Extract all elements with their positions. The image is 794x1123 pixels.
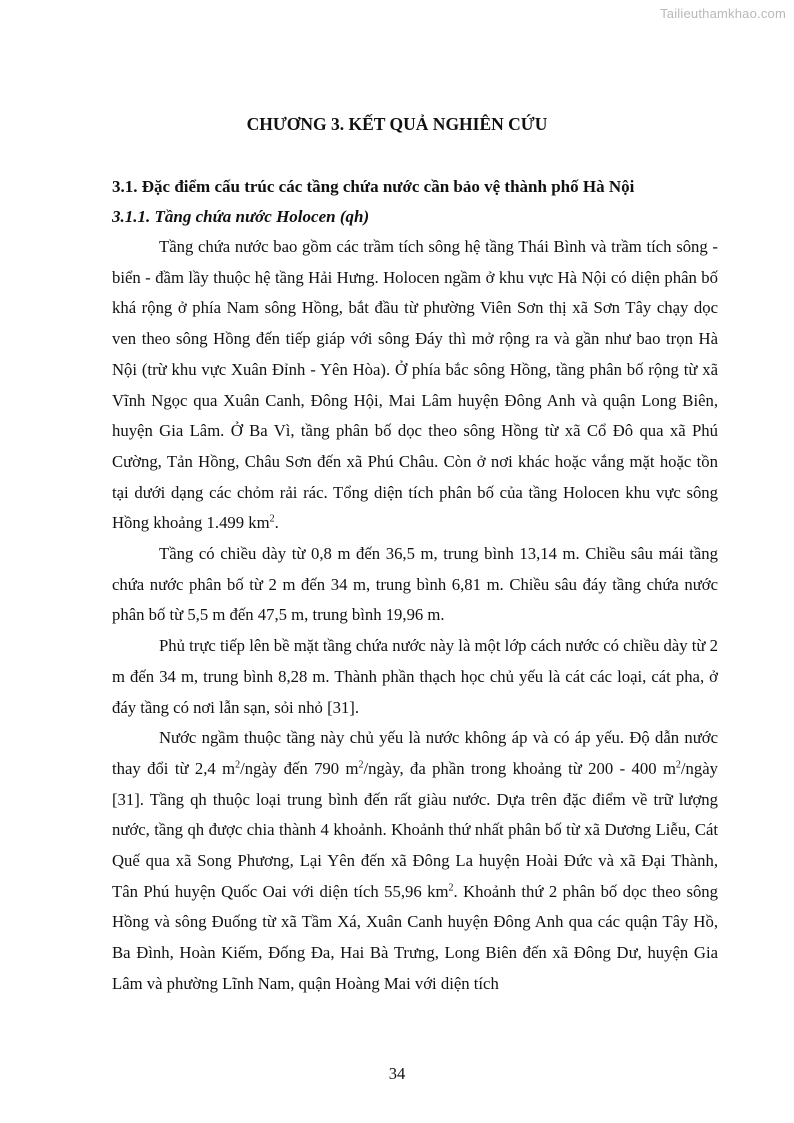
superscript: 2 [448,882,454,894]
chapter-title: CHƯƠNG 3. KẾT QUẢ NGHIÊN CỨU [246,114,548,134]
paragraph-4 [112,723,718,999]
paragraph-text: /ngày đến 790 m [240,758,359,778]
subsection-heading: 3.1.1. Tầng chứa nước Holocen (qh) [112,207,370,226]
watermark: Tailieuthamkhao.com [660,6,786,21]
superscript: 2 [358,759,364,771]
paragraph-text: Nước ngầm thuộc tầng này chủ yếu là nước không áp và có áp yếu. Độ dẫn nước thay đổi từ 2,4 m [112,728,718,778]
paragraph-2: Tầng có chiều dày từ 0,8 m đến 36,5 m, trung bình 13,14 m. Chiều sâu mái tầng chứa nước phân bố từ 2 m đến 34 m, trung bình 6,81 m. Chiều sâu đáy tầng chứa nước phân bố từ 5,5 m đến 47,5 m, trung bình 19,96 m. [112,544,718,625]
section-heading: 3.1. Đặc điểm cấu trúc các tầng chứa nước cần bảo vệ thành phố Hà Nội [112,177,635,196]
superscript: 2 [269,513,275,525]
superscript: 2 [675,759,681,771]
page-body [112,172,718,1000]
paragraph-text: . Khoảnh thứ 2 phân bố dọc theo sông Hồng và sông Đuống từ xã Tầm Xá, Xuân Canh huyện Đông Anh qua các quận Tây Hồ, Ba Đình, Hoàn Kiếm, Đống Đa, Hai Bà Trưng, Long Biên đến xã Đông Dư, huyện Gia Lâm và phường Lĩnh Nam, quận Hoàng Mai với diện tích [112,881,718,993]
paragraph-1 [112,232,718,539]
paragraph-text: . [274,513,279,533]
superscript: 2 [235,759,241,771]
paragraph-text: /ngày [31]. Tầng qh thuộc loại trung bình đến rất giàu nước. Dựa trên đặc điểm về trữ lượng nước, tầng qh được chia thành 4 khoảnh. Khoảnh thứ nhất phân bố từ xã Dương Liễu, Cát Quế qua xã Song Phương, Lại Yên đến xã Đông La huyện Hoài Đức và xã Đại Thành, Tân Phú huyện Quốc Oai với diện tích 55,96 km [112,758,718,901]
page-number: 34 [388,1064,406,1083]
paragraph-3: Phủ trực tiếp lên bề mặt tầng chứa nước này là một lớp cách nước có chiều dày từ 2 m đến 34 m, trung bình 8,28 m. Thành phần thạch học chủ yếu là cát các loại, cát pha, ở đáy tầng có nơi lẫn sạn, sỏi nhỏ [31]. [112,636,718,717]
paragraph-text: /ngày, đa phần trong khoảng từ 200 - 400 m [363,758,676,778]
paragraph-text: Tầng chứa nước bao gồm các trầm tích sông hệ tầng Thái Bình và trầm tích sông - biển - đầm lầy thuộc hệ tầng Hải Hưng. Holocen ngầm ở khu vực Hà Nội có diện phân bố khá rộng ở phía Nam sông Hồng, bắt đầu từ phường Viên Sơn thị xã Sơn Tây chạy dọc ven theo sông Hồng đến tiếp giáp với sông Đáy thì mở rộng ra và gần như bao trọn Hà Nội (trừ khu vực Xuân Đỉnh - Yên Hòa). Ở phía bắc sông Hồng, tầng phân bố rộng từ xã Vĩnh Ngọc qua Xuân Canh, Đông Hội, Mai Lâm huyện Đông Anh và quận Long Biên, huyện Gia Lâm. Ở Ba Vì, tầng phân bố dọc theo sông Hồng từ xã Cổ Đô qua xã Phú Cường, Tản Hồng, Châu Sơn đến xã Phú Châu. Còn ở nơi khác hoặc vắng mặt hoặc tồn tại dưới dạng các chỏm rải rác. Tổng diện tích phân bố của tầng Holocen khu vực sông Hồng khoảng 1.499 km [112,237,718,533]
